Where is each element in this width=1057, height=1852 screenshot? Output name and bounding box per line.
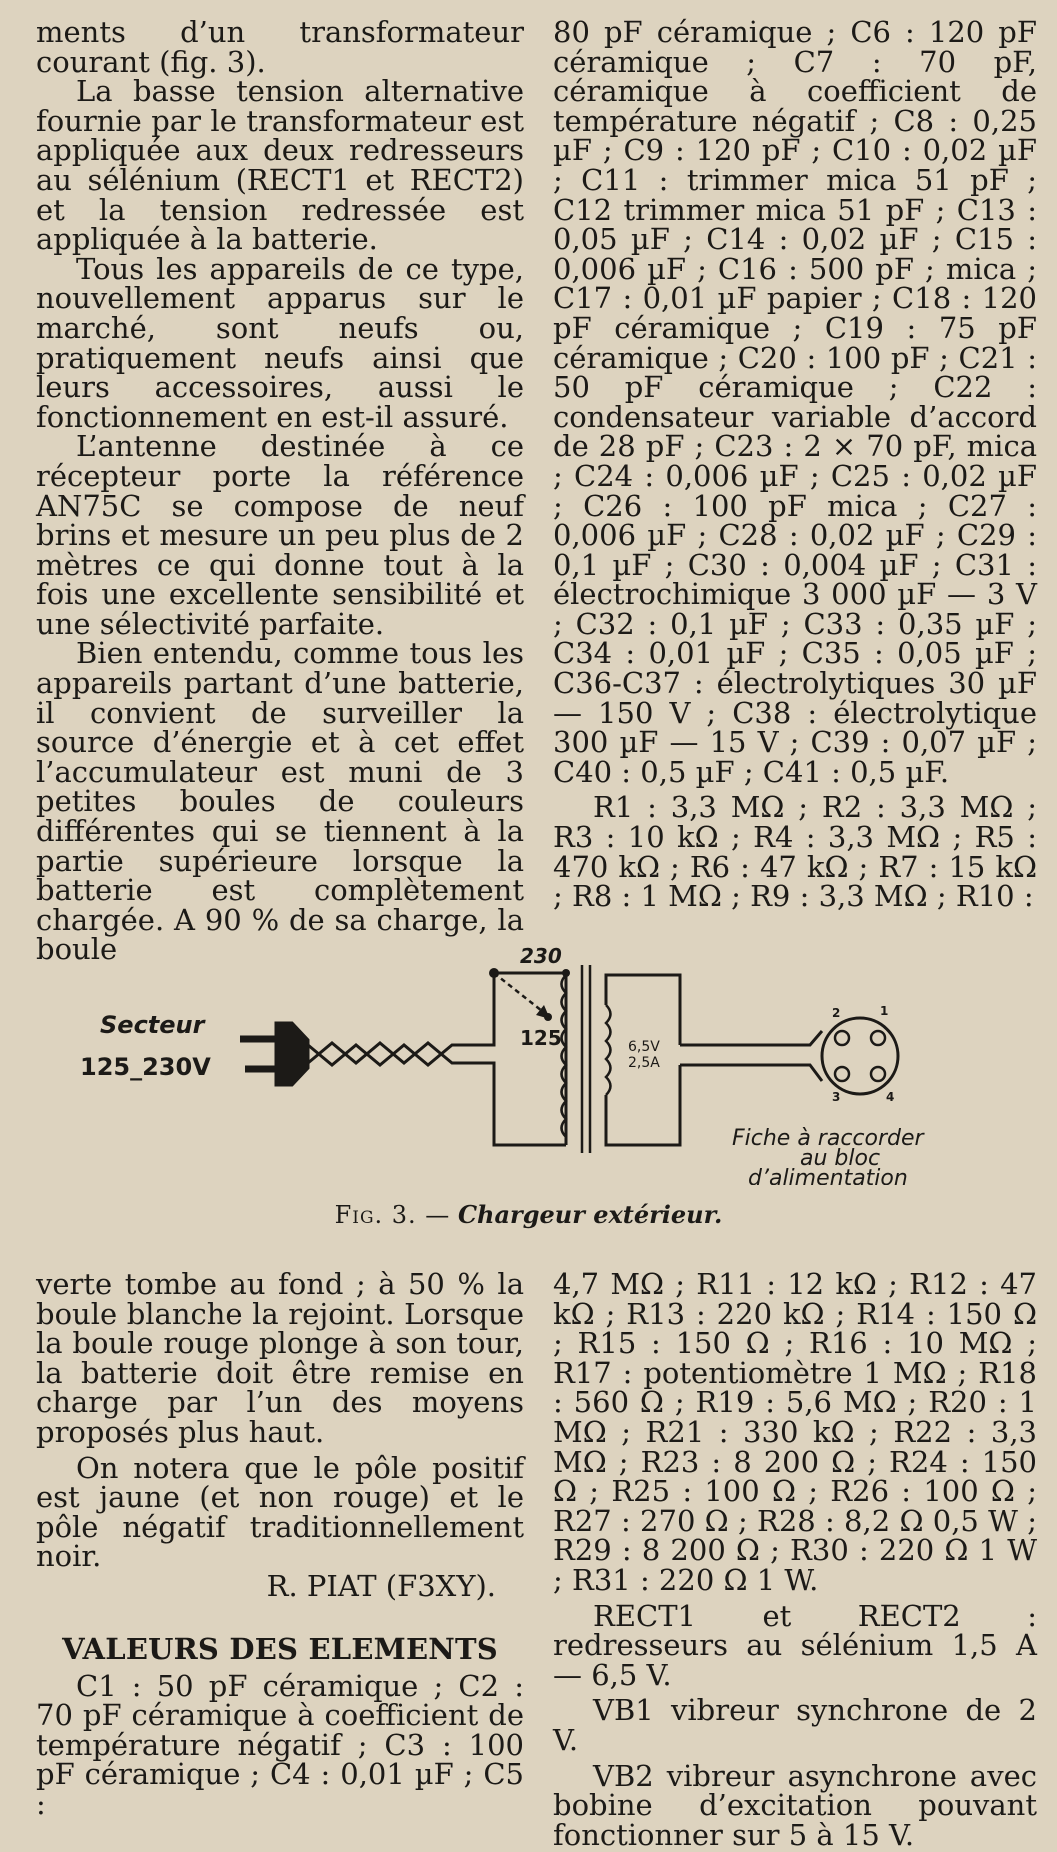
paragraph: Tous les appareils de ce type, nouvellement apparus sur le marché, sont neufs ou, pratiquement neufs ainsi que leurs accessoires, aussi le fonctionnement en est-il assuré. bbox=[36, 251, 524, 434]
paragraph: Bien entendu, comme tous les appareils partant d’une batterie, il convient de surveiller la source d’énergie et à cet effet l’accumulateur est muni de 3 petites boules de couleurs différentes qui se tiennent à la partie supérieure lorsque la batterie est complètement chargée. A 90 % de sa charge, la boule bbox=[36, 636, 524, 967]
output-wire bbox=[680, 1065, 822, 1081]
section-heading: VALEURS DES ELEMENTS bbox=[62, 1631, 498, 1666]
resistor-list: 4,7 MΩ ; R11 : 12 kΩ ; R12 : 47 kΩ ; R13 : 220 kΩ ; R14 : 150 Ω ; R15 : 150 Ω ; R16 : 10 MΩ ; R17 : potentiomètre 1 MΩ ; R18 : 560 Ω ; R19 : 5,6 MΩ ; R20 : 1 MΩ ; R21 : 330 kΩ ; R22 : 3,3 MΩ ; R23 : 8 200 Ω ; R24 : 150 Ω ; R25 : 100 Ω ; R26 : 100 Ω ; R27 : 270 Ω ; R28 : 8,2 Ω 0,5 W ; R29 : 8 200 Ω ; R30 : 220 Ω 1 W ; R31 : 220 Ω 1 W. bbox=[553, 1267, 1037, 1597]
tap-dot bbox=[562, 969, 570, 977]
column-top-left bbox=[36, 15, 524, 967]
output-wire bbox=[680, 1031, 822, 1045]
pin-label: 2 bbox=[832, 1006, 841, 1020]
label-output-current: 2,5A bbox=[628, 1055, 660, 1071]
output-connector-icon bbox=[822, 1018, 898, 1094]
column-bottom-left bbox=[36, 1267, 524, 1821]
figure-caption bbox=[0, 1200, 1057, 1229]
vibrator-spec: VB2 vibreur asynchrone avec bobine d’excitation pouvant fonctionner sur 5 à 15 V. bbox=[553, 1758, 1037, 1852]
note-line: d’alimentation bbox=[748, 1166, 908, 1185]
secondary-wire bbox=[606, 1065, 680, 1145]
primary-wire-common bbox=[474, 1063, 566, 1145]
note-line: Fiche à raccorder bbox=[732, 1126, 924, 1151]
label-tap-230: 230 bbox=[520, 944, 562, 968]
charger-schematic bbox=[80, 935, 980, 1185]
connector-pin bbox=[835, 1067, 849, 1081]
capacitor-list: 80 pF céramique ; C6 : 120 pF céramique ; C7 : 70 pF, céramique à coefficient de température négatif ; C8 : 0,25 µF ; C9 : 120 pF ; C10 : 0,02 µF ; C11 : trimmer mica 51 pF ; C12 trimmer mica 51 pF ; C13 : 0,05 µF ; C14 : 0,02 µF ; C15 : 0,006 µF ; C16 : 500 pF ; mica ; C17 : 0,01 µF papier ; C18 : 120 pF céramique ; C19 : 75 pF céramique ; C20 : 100 pF ; C21 : 50 pF céramique ; C22 : condensateur variable d’accord de 28 pF ; C23 : 2 × 70 pF, mica ; C24 : 0,006 µF ; C25 : 0,02 µF ; C26 : 100 pF mica ; C27 : 0,006 µF ; C28 : 0,02 µF ; C29 : 0,1 µF ; C30 : 0,004 µF ; C31 : électrochimique 3 000 µF — 3 V ; C32 : 0,1 µF ; C33 : 0,35 µF ; C34 : 0,01 µF ; C35 : 0,05 µF ; C36-C37 : électrolytiques 30 µF — 150 V ; C38 : électrolytique 300 µF — 15 V ; C39 : 0,07 µF ; C40 : 0,5 µF ; C41 : 0,5 µF. bbox=[553, 15, 1037, 789]
paragraph: On notera que le pôle positif est jaune (et non rouge) et le pôle négatif traditionnellement noir. bbox=[36, 1450, 524, 1574]
secondary-wire bbox=[606, 975, 680, 1045]
vibrator-spec: VB1 vibreur synchrone de 2 V. bbox=[553, 1693, 1037, 1757]
pin-label: 1 bbox=[880, 1004, 889, 1018]
connector-pin bbox=[871, 1067, 885, 1081]
caption-prefix: Fig. 3. — bbox=[334, 1201, 451, 1229]
signature: R. PIAT (F3XY). bbox=[266, 1568, 496, 1603]
secondary-winding bbox=[606, 1005, 611, 1095]
paragraph: La basse tension alternative fournie par le transformateur est appliquée aux deux redresseurs au sélénium (RECT1 et RECT2) et la tension redressée est appliquée à la batterie. bbox=[36, 74, 524, 257]
paragraph: ments d’un transformateur courant (fig. 3). bbox=[36, 15, 524, 79]
note-line: au bloc bbox=[800, 1146, 881, 1171]
paragraph: C1 : 50 pF céramique ; C2 : 70 pF céramique à coefficient de température négatif ; C3 : 100 pF céramique ; C4 : 0,01 µF ; C5 : bbox=[36, 1668, 524, 1821]
column-bottom-right bbox=[553, 1267, 1037, 1852]
label-output-voltage: 6,5V bbox=[628, 1039, 660, 1055]
paragraph: L’antenne destinée à ce récepteur porte la référence AN75C se compose de neuf brins et mesure un peu plus de 2 mètres ce qui donne tout à la fois une excellente sensibilité et une sélectivité parfaite. bbox=[36, 429, 524, 641]
paragraph: verte tombe au fond ; à 50 % la boule blanche la rejoint. Lorsque la boule rouge plonge à son tour, la batterie doit être remise en charge par l’un des moyens proposés plus haut. bbox=[36, 1267, 524, 1449]
connector-pin bbox=[835, 1031, 849, 1045]
mains-plug-icon bbox=[276, 1023, 308, 1085]
tap-selector-arrow bbox=[494, 973, 542, 1011]
pin-label: 4 bbox=[886, 1090, 895, 1104]
resistor-list: R1 : 3,3 MΩ ; R2 : 3,3 MΩ ; R3 : 10 kΩ ; R4 : 3,3 MΩ ; R5 : 470 kΩ ; R6 : 47 kΩ ; R7 : 15 kΩ ; R8 : 1 MΩ ; R9 : 3,3 MΩ ; R10 : bbox=[553, 790, 1037, 914]
label-secteur: Secteur bbox=[100, 1011, 205, 1039]
connector-pin bbox=[871, 1031, 885, 1045]
figure-charger-schematic bbox=[80, 935, 980, 1185]
column-top-right bbox=[553, 15, 1037, 914]
rectifier-spec: RECT1 et RECT2 : redresseurs au sélénium 1,5 A — 6,5 V. bbox=[553, 1598, 1037, 1692]
label-voltage: 125_230V bbox=[80, 1053, 211, 1081]
caption-title: Chargeur extérieur. bbox=[457, 1200, 723, 1229]
pin-label: 3 bbox=[832, 1090, 841, 1104]
label-tap-125: 125 bbox=[520, 1026, 562, 1050]
